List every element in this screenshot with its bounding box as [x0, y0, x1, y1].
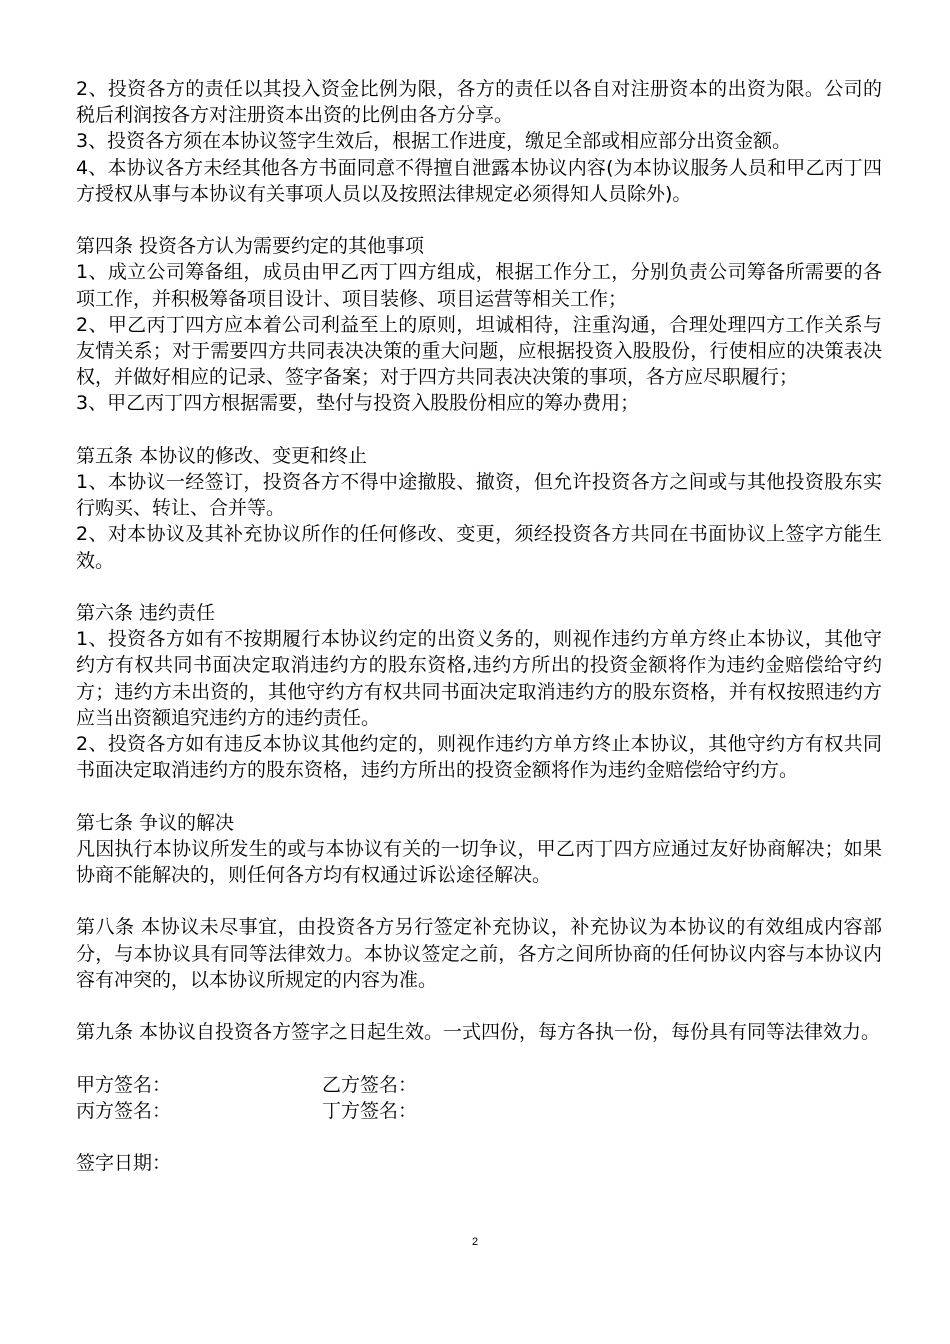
- article-7-text: 凡因执行本协议所发生的或与本协议有关的一切争议，甲乙丙丁四方应通过友好协商解决；如果协商不能解决的，则任何各方均有权通过诉讼途径解决。: [76, 837, 882, 887]
- clause-item: 1、投资各方如有不按期履行本协议约定的出资义务的，则视作违约方单方终止本协议，其他守约方有权共同书面决定取消违约方的股东资格,违约方所出的投资金额将作为违约金赔偿给守约方；违约方未出资的，其他守约方有权共同书面决定取消违约方的股东资格，并有权按照违约方应当出资额追究违约方的违约责任。: [76, 628, 882, 729]
- clause-item: 1、成立公司筹备组，成员由甲乙丙丁四方组成，根据工作分工，分别负责公司筹备所需要的各项工作，并积极筹备项目设计、项目装修、项目运营等相关工作；: [76, 261, 882, 310]
- clause-item: 3、甲乙丙丁四方根据需要，垫付与投资入股股份相应的筹办费用；: [76, 392, 640, 415]
- party-a-signature-label: 甲方签名：: [76, 1073, 172, 1096]
- signature-row: [76, 1072, 882, 1098]
- paragraph-gap: [76, 417, 882, 443]
- signature-date-label: 签字日期：: [76, 1152, 172, 1175]
- clause-item: 3、投资各方须在本协议签字生效后，根据工作进度，缴足全部或相应部分出资金额。: [76, 130, 792, 153]
- party-c-signature-label: 丙方签名：: [76, 1099, 172, 1122]
- party-d-signature-label: 丁方签名：: [322, 1099, 418, 1122]
- signature-row: [76, 1098, 882, 1124]
- article-7-heading: 第七条 争议的解决: [76, 811, 235, 834]
- clause-item: 2、甲乙丙丁四方应本着公司利益至上的原则，坦诚相待，注重沟通，合理处理四方工作关系与友情关系；对于需要四方共同表决决策的重大问题，应根据投资入股股份，行使相应的决策表决权，并做好相应的记录、签字备案；对于四方共同表决决策的事项，各方应尽职履行；: [76, 313, 882, 389]
- page-number: 2: [471, 1236, 479, 1248]
- clause-item: 4、本协议各方未经其他各方书面同意不得擅自泄露本协议内容(为本协议服务人员和甲乙丙丁四方授权从事与本协议有关事项人员以及按照法律规定必须得知人员除外)。: [76, 156, 882, 205]
- clause-item: 2、对本协议及其补充协议所作的任何修改、变更，须经投资各方共同在书面协议上签字方能生效。: [76, 523, 882, 572]
- paragraph-gap: [76, 1045, 882, 1071]
- party-b-signature-label: 乙方签名：: [322, 1073, 418, 1096]
- article-8-text: 第八条 本协议未尽事宜，由投资各方另行签定补充协议，补充协议为本协议的有效组成内容部分，与本协议具有同等法律效力。本协议签定之前，各方之间所协商的任何协议内容与本协议内容有冲突的，以本协议所规定的内容为准。: [76, 916, 882, 991]
- article-5-heading: 第五条 本协议的修改、变更和终止: [76, 444, 368, 467]
- article-9-text: 第九条 本协议自投资各方签字之日起生效。一式四份，每方各执一份，每份具有同等法律效力。: [76, 1021, 881, 1044]
- paragraph-gap: [76, 207, 882, 233]
- paragraph-gap: [76, 1124, 882, 1150]
- paragraph-gap: [76, 888, 882, 914]
- paragraph-gap: [76, 783, 882, 809]
- article-4-heading: 第四条 投资各方认为需要约定的其他事项: [76, 235, 425, 258]
- paragraph-gap: [76, 993, 882, 1019]
- clause-item: 2、投资各方如有违反本协议其他约定的，则视作违约方单方终止本协议，其他守约方有权共同书面决定取消违约方的股东资格，违约方所出的投资金额将作为违约金赔偿给守约方。: [76, 733, 882, 782]
- paragraph-gap: [76, 574, 882, 600]
- article-6-heading: 第六条 违约责任: [76, 602, 216, 625]
- clause-item: 2、投资各方的责任以其投入资金比例为限，各方的责任以各自对注册资本的出资为限。公司的税后利润按各方对注册资本出资的比例由各方分享。: [76, 78, 882, 127]
- document-page: [76, 76, 882, 1176]
- clause-item: 1、本协议一经签订，投资各方不得中途撤股、撤资，但允许投资各方之间或与其他投资股东实行购买、转让、合并等。: [76, 471, 882, 520]
